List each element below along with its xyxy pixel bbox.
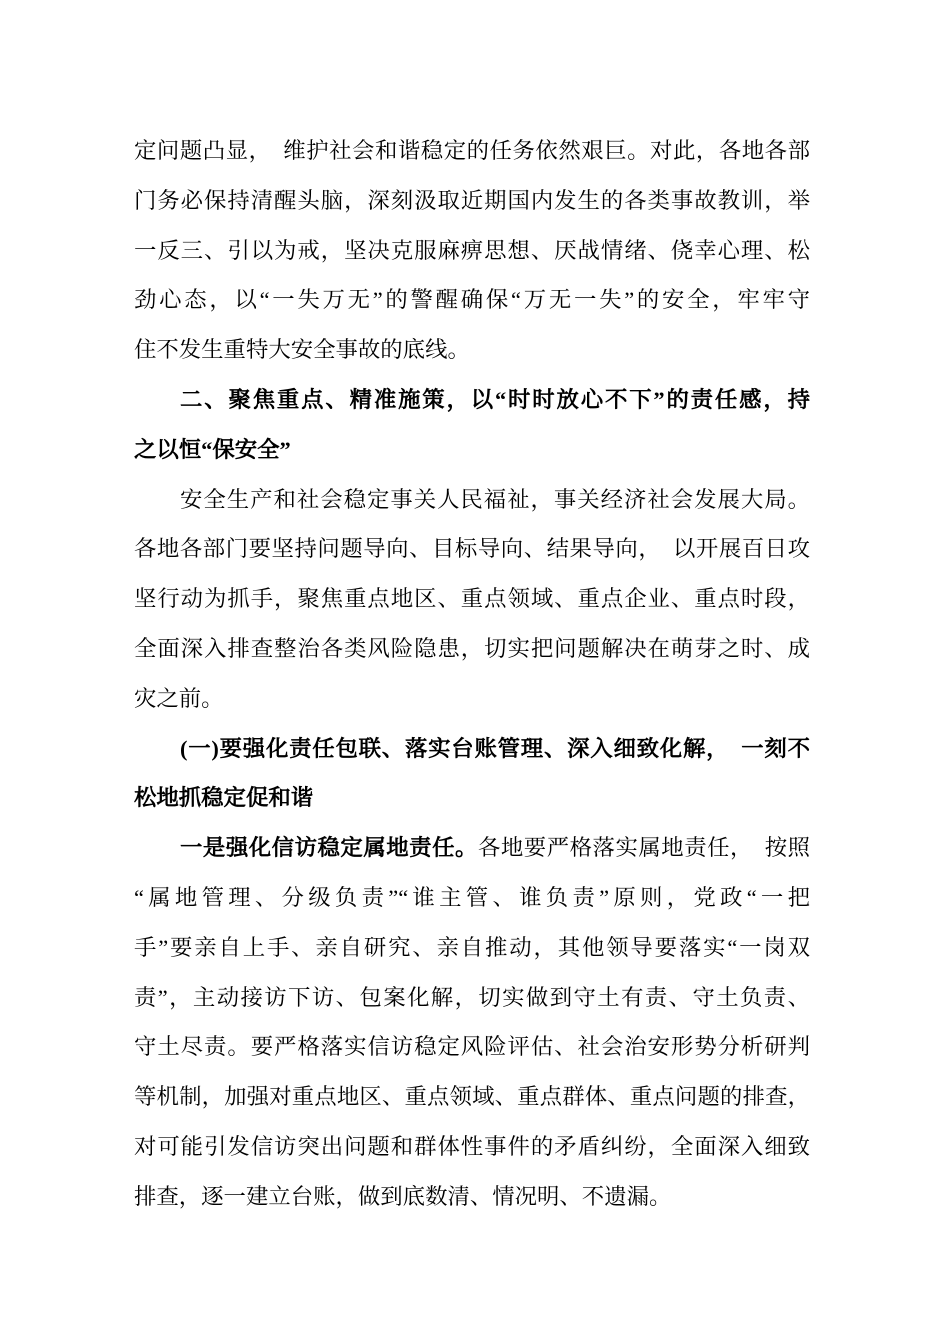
text-run: 劲心态，以“一失万无”的警醒确保“万无一失”的安全，牢牢守 — [134, 287, 810, 313]
text-run: 各地要严格落实属地责任， 按照 — [477, 835, 810, 861]
bold-text-run: (一)要强化责任包联、落实台账管理、深入细致化解， 一刻不 — [180, 735, 810, 761]
bold-text-run: 松地抓稳定促和谐 — [134, 785, 314, 811]
text-run: 排查，逐一建立台账，做到底数清、情况明、不遗漏。 — [134, 1183, 672, 1209]
document-body — [134, 126, 810, 1222]
text-line — [134, 375, 810, 425]
text-line — [134, 126, 810, 176]
text-run: 门务必保持清醒头脑，深刻汲取近期国内发生的各类事故教训，举 — [134, 187, 810, 213]
text-line — [134, 674, 810, 724]
text-run: 等机制，加强对重点地区、重点领域、重点群体、重点问题的排查， — [134, 1084, 810, 1110]
text-run: 定问题凸显， 维护社会和谐稳定的任务依然艰巨。对此，各地各部 — [134, 138, 810, 163]
text-line — [134, 425, 810, 475]
text-line — [134, 1122, 810, 1172]
text-run: 灾之前。 — [134, 685, 224, 711]
text-line — [134, 873, 810, 923]
text-line — [134, 475, 810, 525]
text-line — [134, 1172, 810, 1222]
text-line — [134, 973, 810, 1023]
text-line — [134, 1022, 810, 1072]
text-run: “属地管理、分级负责”“谁主管、谁负责”原则，党政“一把 — [134, 884, 810, 910]
text-line — [134, 823, 810, 873]
text-run: 住不发生重特大安全事故的底线。 — [134, 337, 470, 363]
text-line — [134, 226, 810, 276]
text-line — [134, 1072, 810, 1122]
text-line — [134, 923, 810, 973]
text-line — [134, 773, 810, 823]
text-run: 坚行动为抓手，聚焦重点地区、重点领域、重点企业、重点时段， — [134, 586, 810, 612]
text-line — [134, 176, 810, 226]
text-run: 守土尽责。要严格落实信访稳定风险评估、社会治安形势分析研判 — [134, 1034, 810, 1060]
text-line — [134, 524, 810, 574]
bold-text-run: 一是强化信访稳定属地责任。 — [180, 835, 478, 861]
text-run: 手”要亲自上手、亲自研究、亲自推动，其他领导要落实“一岗双 — [134, 934, 810, 960]
text-line — [134, 325, 810, 375]
text-run: 安全生产和社会稳定事关人民福祉，事关经济社会发展大局。 — [180, 486, 810, 512]
text-run: 一反三、引以为戒，坚决克服麻痹思想、厌战情绪、侥幸心理、松 — [134, 237, 810, 263]
text-line — [134, 574, 810, 624]
text-run: 各地各部门要坚持问题导向、目标导向、结果导向， 以开展百日攻 — [134, 536, 810, 562]
text-line — [134, 724, 810, 774]
text-run: 对可能引发信访突出问题和群体性事件的矛盾纠纷，全面深入细致 — [134, 1133, 810, 1159]
text-run: 责”，主动接访下访、包案化解，切实做到守土有责、守土负责、 — [134, 984, 810, 1010]
text-line — [134, 275, 810, 325]
text-line — [134, 624, 810, 674]
bold-text-run: 之以恒“保安全” — [134, 436, 291, 462]
bold-text-run: 二、聚焦重点、精准施策，以“时时放心不下”的责任感，持 — [180, 386, 810, 412]
text-run: 全面深入排查整治各类风险隐患，切实把问题解决在萌芽之时、成 — [134, 635, 810, 661]
